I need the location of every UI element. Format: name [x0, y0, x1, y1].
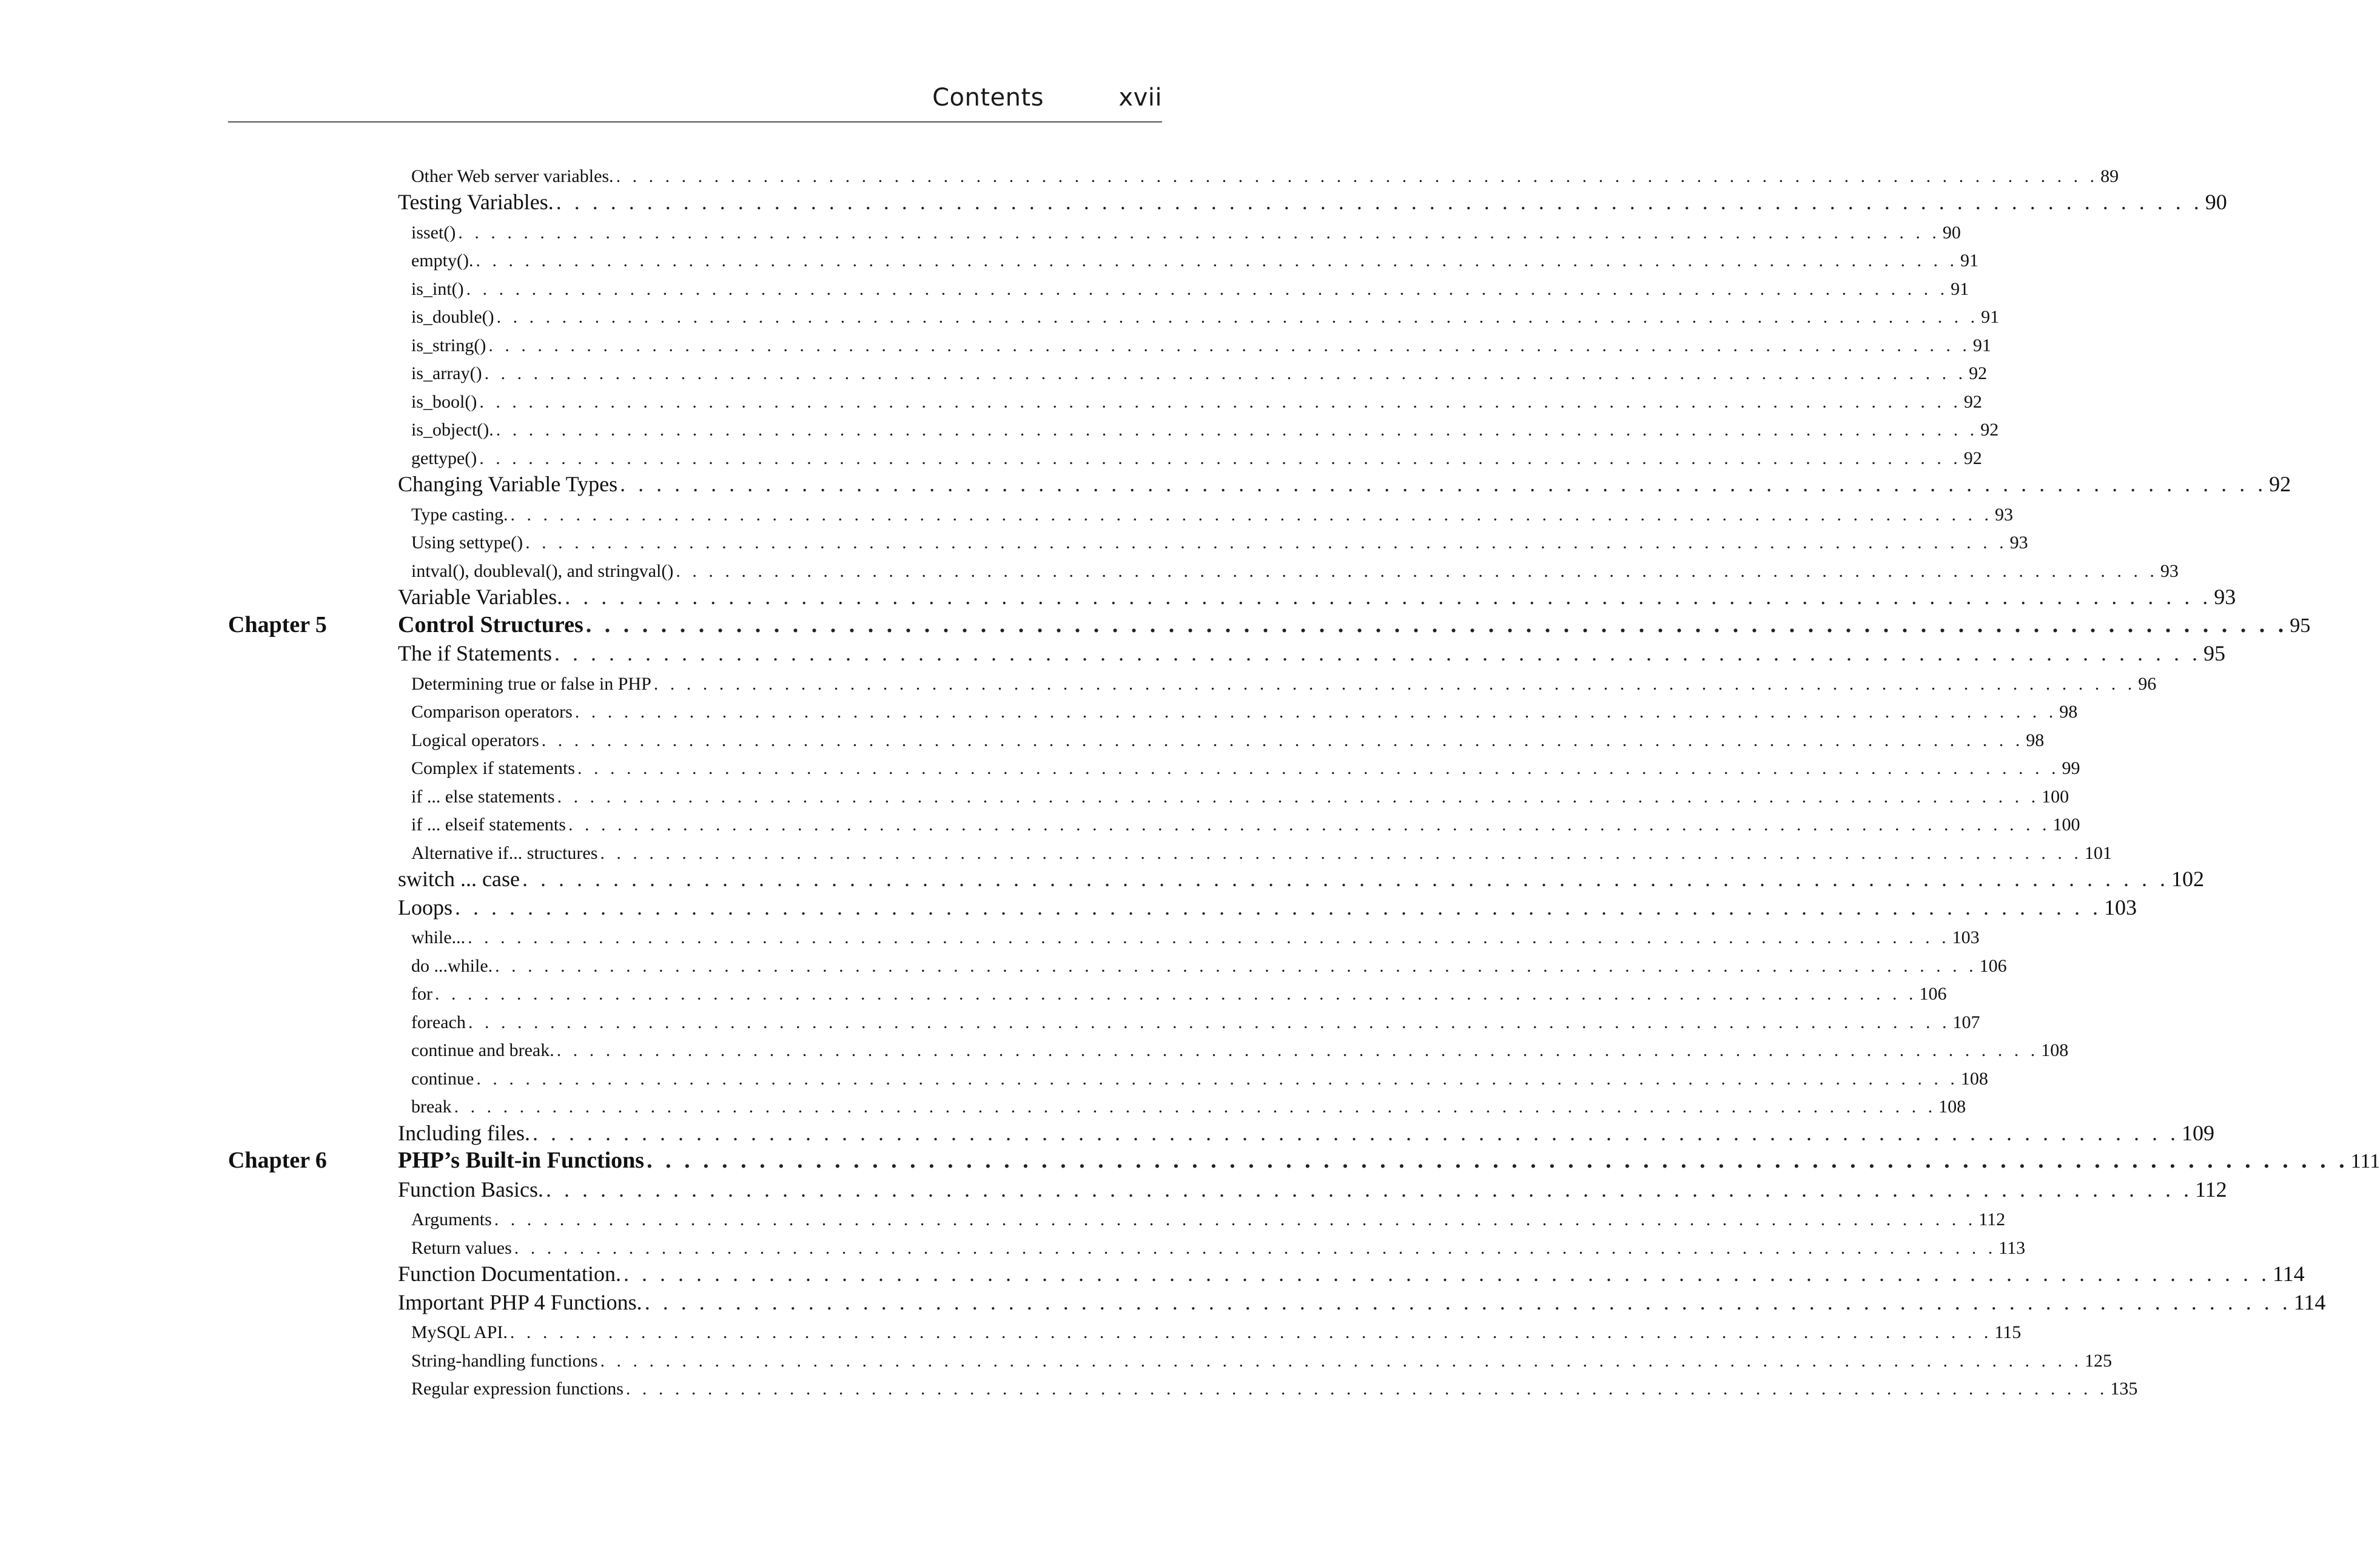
toc-entry-title: isset()	[411, 222, 456, 243]
toc-entry	[398, 866, 2204, 892]
toc-entry-page: 91	[1981, 307, 2000, 327]
toc-entry-page: 95	[2290, 614, 2311, 637]
dot-leader: . . . . . . . . . . . . . . . . . . . . . . . . . . . . . . . . . . . . . . . . . . . . . . . . . . . . . . . . . . . . . . . . . . . . . . . . . . . . . . . . . . . . . . . . . . .	[522, 867, 2169, 891]
toc-entry-title: for	[411, 984, 432, 1004]
toc-chapter-label: Chapter 5	[228, 611, 327, 637]
toc-subsection-row	[228, 1007, 1980, 1035]
dot-leader: . . . . . . . . . . . . . . . . . . . . . . . . . . . . . . . . . . . . . . . . . . . . . . . . . . . . . . . . . . . . . . . . . . . . . . . . . . . . . . . . . . . . . . . . . . .	[496, 420, 1978, 440]
toc-entry	[411, 786, 2069, 807]
toc-entry	[411, 1040, 2069, 1061]
toc-section-row	[228, 189, 2227, 218]
toc-entry	[398, 1261, 2305, 1286]
toc-subsection-row	[228, 358, 1988, 387]
toc-subsection-row	[228, 950, 2007, 979]
toc-entry	[411, 758, 2080, 779]
dot-leader: . . . . . . . . . . . . . . . . . . . . . . . . . . . . . . . . . . . . . . . . . . . . . . . . . . . . . . . . . . . . . . . . . . . . . . . . . . . . . . . . . . . . . . . . . . .	[514, 1237, 1997, 1258]
toc-entry	[411, 1350, 2112, 1371]
toc-entry-page: 91	[1951, 278, 1969, 299]
toc-entry-page: 95	[2203, 641, 2225, 665]
toc-entry-title: Regular expression functions	[411, 1379, 624, 1399]
dot-leader: . . . . . . . . . . . . . . . . . . . . . . . . . . . . . . . . . . . . . . . . . . . . . . . . . . . . . . . . . . . . . . . . . . . . . . . . . . . . . . . . . . . . . . . . . . .	[495, 955, 1977, 976]
toc-subsection-row	[228, 1063, 1988, 1092]
toc-subsection-row	[228, 697, 2078, 725]
dot-leader: . . . . . . . . . . . . . . . . . . . . . . . . . . . . . . . . . . . . . . . . . . . . . . . . . . . . . . . . . . . . . . . . . . . . . . . . . . . . . . . . . . . . . . . . . . .	[494, 1209, 1977, 1229]
toc-entry-title: Logical operators	[411, 730, 539, 750]
toc-entry-page: 93	[2214, 585, 2236, 609]
dot-leader: . . . . . . . . . . . . . . . . . . . . . . . . . . . . . . . . . . . . . . . . . . . . . . . . . . . . . . . . . . . . . . . . . . . . . . . . . . . . . . . . . . . . . . . . . . .	[454, 1097, 1937, 1117]
toc-entry	[398, 1147, 2380, 1174]
toc-entry-title: is_object().	[411, 420, 494, 440]
toc-subsection-row	[228, 528, 2028, 556]
toc-entry	[411, 730, 2045, 751]
toc-entry-title: gettype()	[411, 448, 477, 468]
toc-entry-title: intval(), doubleval(), and stringval()	[411, 560, 674, 581]
toc-entry-page: 102	[2171, 867, 2204, 891]
dot-leader: . . . . . . . . . . . . . . . . . . . . . . . . . . . . . . . . . . . . . . . . . . . . . . . . . . . . . . . . . . . . . . . . . . . . . . . . . . . . . . . . . . . . . . . . . . .	[616, 166, 2099, 186]
toc-entry-title: Function Basics.	[398, 1177, 543, 1202]
toc-chapter-label: Chapter 6	[228, 1148, 327, 1173]
toc-entry-page: 108	[2041, 1040, 2069, 1060]
toc-entry	[411, 815, 2080, 835]
toc-entry-title: String-handling functions	[411, 1350, 598, 1371]
dot-leader: . . . . . . . . . . . . . . . . . . . . . . . . . . . . . . . . . . . . . . . . . . . . . . . . . . . . . . . . . . . . . . . . . . . . . . . . . . . . . . . . . . . . . . . . . . .	[484, 363, 1967, 383]
dot-leader: . . . . . . . . . . . . . . . . . . . . . . . . . . . . . . . . . . . . . . . . . . . . . . . . . . . . . . . . . . . . . . . . . . . . . . . . . . . . . . . . . . . . . . . . . . .	[557, 786, 2040, 807]
toc-subsection-row	[228, 386, 1982, 415]
toc-entry	[398, 189, 2227, 215]
toc-entry-page: 92	[1969, 363, 1988, 383]
dot-leader: . . . . . . . . . . . . . . . . . . . . . . . . . . . . . . . . . . . . . . . . . . . . . . . . . . . . . . . . . . . . . . . . . . . . . . . . . . . . . . . . . . . . . . . . . . .	[455, 895, 2102, 920]
toc-entry	[411, 1209, 2006, 1230]
toc-subsection-row	[228, 1205, 2006, 1233]
toc-entry-page: 99	[2062, 758, 2080, 778]
dot-leader: . . . . . . . . . . . . . . . . . . . . . . . . . . . . . . . . . . . . . . . . . . . . . . . . . . . . . . . . . . . . . . . . . . . . . . . . . . . . . . . . . . . . . . . . . . .	[468, 927, 1950, 947]
dot-leader: . . . . . . . . . . . . . . . . . . . . . . . . . . . . . . . . . . . . . . . . . . . . . . . . . . . . . . . . . . . . . . . . . . . . . . . . . . . . . . . . . . . . . . . . . . .	[434, 984, 1917, 1004]
toc-entry	[411, 222, 1961, 243]
toc-subsection-row	[228, 302, 2000, 331]
toc-entry	[411, 307, 2000, 328]
toc-entry-page: 92	[1963, 391, 1982, 412]
toc-chapter-row	[228, 1148, 2380, 1177]
toc-entry-page: 91	[1960, 251, 1978, 271]
toc-entry-page: 92	[1963, 448, 1982, 468]
toc-entry-title: Control Structures	[398, 611, 583, 637]
toc-entry-title: is_double()	[411, 307, 494, 327]
toc-entry-page: 106	[1979, 955, 2007, 976]
toc-entry-page: 100	[2052, 815, 2080, 835]
toc-entry-title: Determining true or false in PHP	[411, 673, 651, 694]
toc-entry-title: do ...while.	[411, 955, 493, 976]
dot-leader: . . . . . . . . . . . . . . . . . . . . . . . . . . . . . . . . . . . . . . . . . . . . . . . . . . . . . . . . . . . . . . . . . . . . . . . . . . . . . . . . . . . . . . . . . . .	[644, 1290, 2291, 1314]
toc-subsection-row	[228, 923, 1980, 951]
toc-entry	[411, 251, 1978, 271]
toc-entry	[411, 927, 1980, 948]
toc-entry	[411, 1097, 1966, 1117]
toc-entry-title: Comparison operators	[411, 702, 573, 722]
toc-entry	[411, 533, 2028, 553]
dot-leader: . . . . . . . . . . . . . . . . . . . . . . . . . . . . . . . . . . . . . . . . . . . . . . . . . . . . . . . . . . . . . . . . . . . . . . . . . . . . . . . . . . . . . . . . . . .	[585, 611, 2288, 637]
toc-entry	[411, 984, 1947, 1004]
dot-leader: . . . . . . . . . . . . . . . . . . . . . . . . . . . . . . . . . . . . . . . . . . . . . . . . . . . . . . . . . . . . . . . . . . . . . . . . . . . . . . . . . . . . . . . . . . .	[653, 673, 2136, 694]
toc-entry-title: break	[411, 1097, 452, 1117]
toc-entry-page: 115	[1994, 1322, 2022, 1342]
toc-subsection-row	[228, 668, 2157, 697]
toc-entry-page: 98	[2059, 702, 2078, 722]
dot-leader: . . . . . . . . . . . . . . . . . . . . . . . . . . . . . . . . . . . . . . . . . . . . . . . . . . . . . . . . . . . . . . . . . . . . . . . . . . . . . . . . . . . . . . . . . . .	[532, 1120, 2179, 1145]
toc-entry-page: 125	[2084, 1350, 2112, 1371]
toc-entry-page: 114	[2293, 1290, 2326, 1314]
toc-entry-page: 135	[2110, 1379, 2138, 1399]
toc-entry	[411, 504, 2014, 525]
dot-leader: . . . . . . . . . . . . . . . . . . . . . . . . . . . . . . . . . . . . . . . . . . . . . . . . . . . . . . . . . . . . . . . . . . . . . . . . . . . . . . . . . . . . . . . . . . .	[476, 251, 1958, 271]
toc-entry	[398, 641, 2225, 666]
dot-leader: . . . . . . . . . . . . . . . . . . . . . . . . . . . . . . . . . . . . . . . . . . . . . . . . . . . . . . . . . . . . . . . . . . . . . . . . . . . . . . . . . . . . . . . . . . .	[554, 641, 2201, 665]
toc-entry-title: Arguments	[411, 1209, 492, 1229]
dot-leader: . . . . . . . . . . . . . . . . . . . . . . . . . . . . . . . . . . . . . . . . . . . . . . . . . . . . . . . . . . . . . . . . . . . . . . . . . . . . . . . . . . . . . . . . . . .	[479, 448, 1961, 468]
toc-entry-title: Variable Variables.	[398, 585, 563, 609]
toc-entry-title: foreach	[411, 1012, 466, 1032]
toc-entry	[411, 702, 2078, 722]
dot-leader: . . . . . . . . . . . . . . . . . . . . . . . . . . . . . . . . . . . . . . . . . . . . . . . . . . . . . . . . . . . . . . . . . . . . . . . . . . . . . . . . . . . . . . . . . . .	[488, 335, 1971, 355]
toc-entry	[411, 1237, 2026, 1259]
dot-leader: . . . . . . . . . . . . . . . . . . . . . . . . . . . . . . . . . . . . . . . . . . . . . . . . . . . . . . . . . . . . . . . . . . . . . . . . . . . . . . . . . . . . . . . . . . .	[574, 702, 2057, 722]
toc-entry-title: The if Statements	[398, 641, 552, 665]
toc-entry-page: 96	[2138, 673, 2157, 694]
toc-entry-page: 91	[1972, 335, 1991, 355]
toc-entry	[411, 1322, 2022, 1343]
toc-entry-page: 92	[2269, 472, 2291, 496]
toc-entry-page: 113	[1998, 1237, 2026, 1258]
toc-subsection-row	[228, 443, 1982, 471]
toc-entry-page: 103	[1952, 927, 1980, 947]
toc-entry	[411, 278, 1969, 300]
toc-entry-page: 103	[2104, 895, 2137, 920]
header-section-title: Contents	[932, 84, 1044, 112]
dot-leader: . . . . . . . . . . . . . . . . . . . . . . . . . . . . . . . . . . . . . . . . . . . . . . . . . . . . . . . . . . . . . . . . . . . . . . . . . . . . . . . . . . . . . . . . . . .	[468, 1012, 1951, 1032]
toc-subsection-row	[228, 1035, 2069, 1064]
dot-leader: . . . . . . . . . . . . . . . . . . . . . . . . . . . . . . . . . . . . . . . . . . . . . . . . . . . . . . . . . . . . . . . . . . . . . . . . . . . . . . . . . . . . . . . . . . .	[556, 190, 2203, 214]
toc-entry-title: Complex if statements	[411, 758, 575, 778]
dot-leader: . . . . . . . . . . . . . . . . . . . . . . . . . . . . . . . . . . . . . . . . . . . . . . . . . . . . . . . . . . . . . . . . . . . . . . . . . . . . . . . . . . . . . . . . . . .	[525, 533, 2008, 553]
toc-subsection-row	[228, 161, 2119, 189]
toc-entry-page: 111	[2350, 1150, 2380, 1172]
dot-leader: . . . . . . . . . . . . . . . . . . . . . . . . . . . . . . . . . . . . . . . . . . . . . . . . . . . . . . . . . . . . . . . . . . . . . . . . . . . . . . . . . . . . . . . . . . .	[510, 504, 1993, 525]
toc-entry	[411, 842, 2112, 864]
toc-entry-page: 108	[1960, 1068, 1988, 1089]
toc-subsection-row	[228, 246, 1978, 274]
toc-entry	[411, 1379, 2138, 1399]
dot-leader: . . . . . . . . . . . . . . . . . . . . . . . . . . . . . . . . . . . . . . . . . . . . . . . . . . . . . . . . . . . . . . . . . . . . . . . . . . . . . . . . . . . . . . . . . . .	[556, 1040, 2039, 1060]
toc-entry	[411, 1068, 1988, 1089]
toc-subsection-row	[228, 781, 2069, 810]
toc-entry-title: Alternative if... structures	[411, 842, 598, 863]
running-header	[228, 84, 1162, 123]
toc-entry-title: is_int()	[411, 278, 464, 299]
toc-section-row	[228, 471, 2291, 500]
toc-entry-title: Changing Variable Types	[398, 472, 618, 496]
toc-entry	[411, 1012, 1980, 1033]
toc-section-row	[228, 1176, 2227, 1205]
toc-entry-page: 107	[1952, 1012, 1980, 1032]
toc-entry	[398, 1177, 2227, 1202]
toc-entry-title: Function Documentation.	[398, 1262, 621, 1286]
toc-section-row	[228, 1261, 2305, 1290]
toc-section-row	[228, 866, 2204, 895]
dot-leader: . . . . . . . . . . . . . . . . . . . . . . . . . . . . . . . . . . . . . . . . . . . . . . . . . . . . . . . . . . . . . . . . . . . . . . . . . . . . . . . . . . . . . . . . . . .	[541, 730, 2024, 750]
toc-entry-title: if ... elseif statements	[411, 815, 566, 835]
toc-entry	[398, 584, 2236, 610]
toc-entry-page: 90	[1942, 222, 1961, 243]
toc-entry-page: 93	[1995, 504, 2014, 525]
toc-section-row	[228, 641, 2225, 669]
toc-entry	[411, 448, 1982, 469]
toc-section-row	[228, 1289, 2326, 1317]
dot-leader: . . . . . . . . . . . . . . . . . . . . . . . . . . . . . . . . . . . . . . . . . . . . . . . . . . . . . . . . . . . . . . . . . . . . . . . . . . . . . . . . . . . . . . . . . . .	[565, 585, 2212, 609]
toc-entry-page: 92	[1980, 420, 1999, 440]
dot-leader: . . . . . . . . . . . . . . . . . . . . . . . . . . . . . . . . . . . . . . . . . . . . . . . . . . . . . . . . . . . . . . . . . . . . . . . . . . . . . . . . . . . . . . . . . . .	[623, 1262, 2270, 1286]
toc-entry-page: 90	[2205, 190, 2227, 214]
dot-leader: . . . . . . . . . . . . . . . . . . . . . . . . . . . . . . . . . . . . . . . . . . . . . . . . . . . . . . . . . . . . . . . . . . . . . . . . . . . . . . . . . . . . . . . . . . .	[476, 1068, 1958, 1089]
dot-leader: . . . . . . . . . . . . . . . . . . . . . . . . . . . . . . . . . . . . . . . . . . . . . . . . . . . . . . . . . . . . . . . . . . . . . . . . . . . . . . . . . . . . . . . . . . .	[600, 1350, 2082, 1371]
dot-leader: . . . . . . . . . . . . . . . . . . . . . . . . . . . . . . . . . . . . . . . . . . . . . . . . . . . . . . . . . . . . . . . . . . . . . . . . . . . . . . . . . . . . . . . . . . .	[620, 472, 2267, 496]
toc-entry-page: 106	[1919, 984, 1947, 1004]
toc-subsection-row	[228, 556, 2179, 584]
toc-subsection-row	[228, 274, 1969, 302]
toc-subsection-row	[228, 1374, 2138, 1402]
toc-entry-page: 100	[2042, 786, 2069, 807]
toc-entry	[411, 673, 2157, 694]
toc-entry-title: Using settype()	[411, 533, 523, 553]
dot-leader: . . . . . . . . . . . . . . . . . . . . . . . . . . . . . . . . . . . . . . . . . . . . . . . . . . . . . . . . . . . . . . . . . . . . . . . . . . . . . . . . . . . . . . . . . . .	[676, 560, 2158, 581]
toc-entry	[398, 471, 2291, 497]
dot-leader: . . . . . . . . . . . . . . . . . . . . . . . . . . . . . . . . . . . . . . . . . . . . . . . . . . . . . . . . . . . . . . . . . . . . . . . . . . . . . . . . . . . . . . . . . . .	[479, 391, 1961, 412]
toc-entry-page: 112	[2195, 1177, 2227, 1202]
toc-entry-page: 112	[1978, 1209, 2006, 1229]
toc-entry-title: Type casting.	[411, 504, 508, 525]
toc-entry-page: 89	[2100, 166, 2119, 186]
toc-entry-page: 109	[2181, 1120, 2214, 1145]
toc-entry-title: empty().	[411, 251, 474, 271]
toc-entry-title: Testing Variables.	[398, 190, 554, 214]
toc-entry	[411, 560, 2179, 582]
toc-entry-page: 114	[2272, 1262, 2305, 1286]
toc-entry-title: Loops	[398, 895, 452, 920]
toc-subsection-row	[228, 1092, 1966, 1120]
toc-subsection-row	[228, 1345, 2112, 1374]
toc-entry-title: continue and break.	[411, 1040, 554, 1060]
toc-section-row	[228, 894, 2137, 923]
dot-leader: . . . . . . . . . . . . . . . . . . . . . . . . . . . . . . . . . . . . . . . . . . . . . . . . . . . . . . . . . . . . . . . . . . . . . . . . . . . . . . . . . . . . . . . . . . .	[647, 1148, 2348, 1173]
toc-entry	[411, 166, 2119, 187]
dot-leader: . . . . . . . . . . . . . . . . . . . . . . . . . . . . . . . . . . . . . . . . . . . . . . . . . . . . . . . . . . . . . . . . . . . . . . . . . . . . . . . . . . . . . . . . . . .	[546, 1177, 2193, 1202]
toc-entry	[411, 335, 1991, 356]
toc-entry-title: continue	[411, 1068, 474, 1089]
dot-leader: . . . . . . . . . . . . . . . . . . . . . . . . . . . . . . . . . . . . . . . . . . . . . . . . . . . . . . . . . . . . . . . . . . . . . . . . . . . . . . . . . . . . . . . . . . .	[466, 278, 1949, 299]
toc-entry-title: Including files.	[398, 1120, 530, 1145]
toc-subsection-row	[228, 810, 2080, 838]
toc-section-row	[228, 1120, 2214, 1148]
toc-subsection-row	[228, 753, 2080, 782]
toc-entry	[398, 611, 2311, 638]
toc-subsection-row	[228, 415, 1999, 443]
toc-section-row	[228, 584, 2236, 613]
toc-entry-title: if ... else statements	[411, 786, 555, 807]
toc-entry-page: 108	[1938, 1097, 1966, 1117]
dot-leader: . . . . . . . . . . . . . . . . . . . . . . . . . . . . . . . . . . . . . . . . . . . . . . . . . . . . . . . . . . . . . . . . . . . . . . . . . . . . . . . . . . . . . . . . . . .	[458, 222, 1940, 243]
toc-entry-title: Important PHP 4 Functions.	[398, 1290, 642, 1314]
toc-subsection-row	[228, 1232, 2026, 1261]
toc-entry	[411, 363, 1988, 384]
toc-subsection-row	[228, 1317, 2022, 1346]
toc-subsection-row	[228, 979, 1947, 1007]
dot-leader: . . . . . . . . . . . . . . . . . . . . . . . . . . . . . . . . . . . . . . . . . . . . . . . . . . . . . . . . . . . . . . . . . . . . . . . . . . . . . . . . . . . . . . . . . . .	[568, 815, 2051, 835]
toc-entry	[398, 1290, 2326, 1315]
toc-subsection-row	[228, 217, 1961, 246]
dot-leader: . . . . . . . . . . . . . . . . . . . . . . . . . . . . . . . . . . . . . . . . . . . . . . . . . . . . . . . . . . . . . . . . . . . . . . . . . . . . . . . . . . . . . . . . . . .	[496, 307, 1979, 327]
toc-entry-page: 101	[2084, 842, 2112, 863]
dot-leader: . . . . . . . . . . . . . . . . . . . . . . . . . . . . . . . . . . . . . . . . . . . . . . . . . . . . . . . . . . . . . . . . . . . . . . . . . . . . . . . . . . . . . . . . . . .	[625, 1379, 2108, 1399]
toc-entry	[411, 420, 1999, 440]
table-of-contents	[228, 161, 2380, 1402]
toc-entry-title: is_array()	[411, 363, 482, 383]
dot-leader: . . . . . . . . . . . . . . . . . . . . . . . . . . . . . . . . . . . . . . . . . . . . . . . . . . . . . . . . . . . . . . . . . . . . . . . . . . . . . . . . . . . . . . . . . . .	[600, 842, 2082, 863]
toc-entry-title: is_string()	[411, 335, 486, 355]
toc-entry-title: switch ... case	[398, 867, 520, 891]
header-page-number: xvii	[1118, 84, 1162, 112]
toc-subsection-row	[228, 330, 1991, 358]
toc-subsection-row	[228, 725, 2045, 753]
dot-leader: . . . . . . . . . . . . . . . . . . . . . . . . . . . . . . . . . . . . . . . . . . . . . . . . . . . . . . . . . . . . . . . . . . . . . . . . . . . . . . . . . . . . . . . . . . .	[509, 1322, 1992, 1342]
toc-entry-title: PHP’s Built-in Functions	[398, 1148, 645, 1173]
toc-entry-title: Other Web server variables.	[411, 166, 614, 186]
toc-entry-title: is_bool()	[411, 391, 477, 412]
toc-entry-page: 93	[2009, 533, 2028, 553]
toc-entry-title: MySQL API.	[411, 1322, 508, 1342]
toc-entry	[411, 391, 1982, 412]
toc-entry-title: while...	[411, 927, 466, 947]
toc-entry-page: 93	[2160, 560, 2179, 581]
toc-subsection-row	[228, 499, 2014, 528]
toc-entry	[411, 955, 2007, 977]
toc-subsection-row	[228, 838, 2112, 866]
toc-entry	[398, 1120, 2214, 1146]
toc-chapter-row	[228, 611, 2311, 641]
toc-entry	[398, 895, 2137, 920]
dot-leader: . . . . . . . . . . . . . . . . . . . . . . . . . . . . . . . . . . . . . . . . . . . . . . . . . . . . . . . . . . . . . . . . . . . . . . . . . . . . . . . . . . . . . . . . . . .	[577, 758, 2060, 778]
toc-entry-title: Return values	[411, 1237, 512, 1258]
toc-entry-page: 98	[2026, 730, 2045, 750]
